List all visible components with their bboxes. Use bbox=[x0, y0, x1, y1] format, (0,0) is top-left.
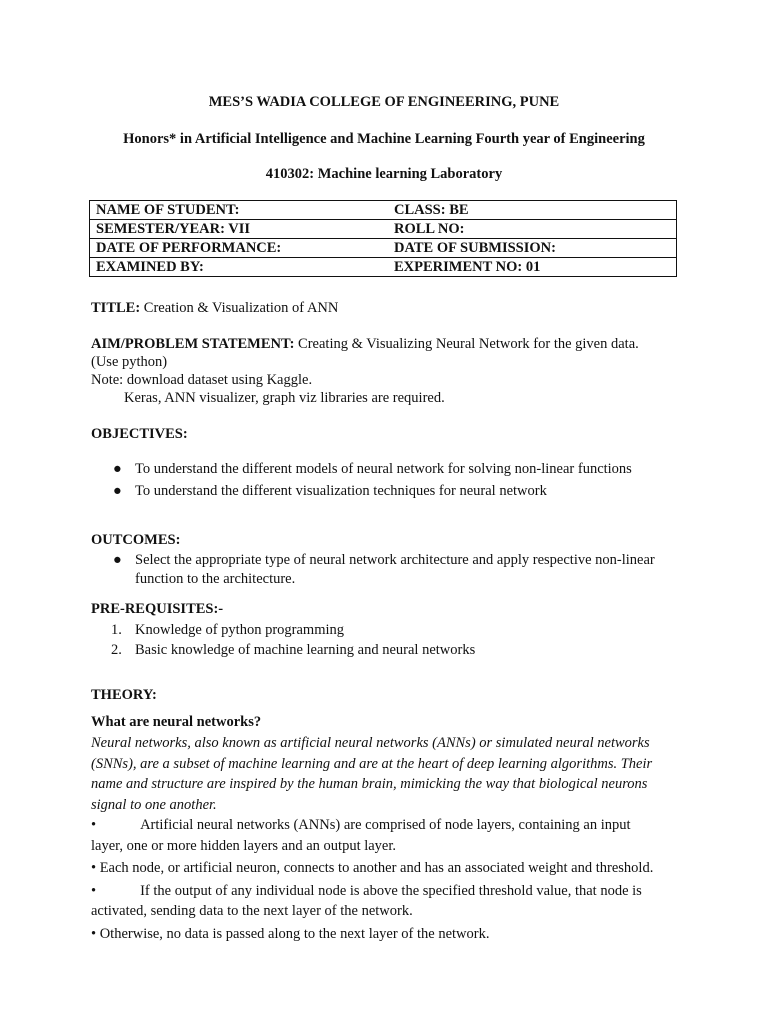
outcome-text: Select the appropriate type of neural network architecture and apply respective non-linear function to the architecture. bbox=[135, 552, 655, 587]
prerequisites-list bbox=[91, 621, 691, 661]
table-row bbox=[90, 220, 677, 239]
outcomes-heading: OUTCOMES: bbox=[91, 532, 181, 548]
title-label: TITLE: bbox=[91, 300, 141, 316]
point-text: Artificial neural networks (ANNs) are comprised of node layers, containing an input bbox=[140, 817, 631, 833]
theory-question: What are neural networks? bbox=[91, 714, 262, 730]
aim-note: Note: download dataset using Kaggle. bbox=[91, 372, 313, 388]
point-text: If the output of any individual node is above the specified threshold value, that node is bbox=[140, 882, 642, 899]
submission-date-cell: DATE OF SUBMISSION: bbox=[388, 239, 677, 258]
student-name-cell: NAME OF STUDENT: bbox=[90, 201, 389, 220]
objectives-heading: OBJECTIVES: bbox=[91, 426, 188, 442]
course-title: 410302: Machine learning Laboratory bbox=[265, 166, 503, 182]
list-item bbox=[91, 641, 691, 661]
title-text: Creation & Visualization of ANN bbox=[140, 300, 339, 316]
aim-text: Creating & Visualizing Neural Network for the given data. bbox=[294, 336, 639, 352]
experiment-no-cell: EXPERIMENT NO: 01 bbox=[388, 258, 677, 277]
list-item bbox=[91, 621, 691, 641]
theory-heading: THEORY: bbox=[91, 687, 157, 703]
aim-line-2: (Use python) bbox=[91, 354, 168, 370]
prerequisite-text: Knowledge of python programming bbox=[135, 622, 345, 638]
performance-date-cell: DATE OF PERFORMANCE: bbox=[90, 239, 389, 258]
bullet-icon: ● bbox=[113, 552, 122, 568]
list-item bbox=[91, 460, 691, 482]
prerequisite-text: Basic knowledge of machine learning and neural networks bbox=[135, 642, 476, 658]
bullet-icon: • bbox=[91, 860, 97, 876]
theory-point-continuation: activated, sending data to the next layer of the network. bbox=[91, 903, 413, 919]
semester-cell: SEMESTER/YEAR: VII bbox=[90, 220, 389, 239]
student-info-table bbox=[89, 200, 677, 277]
bullet-icon: • bbox=[91, 817, 97, 833]
list-number: 2. bbox=[111, 642, 122, 658]
objective-text: To understand the different models of neural network for solving non-linear functions bbox=[135, 461, 632, 477]
theory-point bbox=[91, 858, 681, 879]
bullet-icon: ● bbox=[113, 483, 122, 499]
table-row bbox=[90, 258, 677, 277]
point-text: Otherwise, no data is passed along to the next layer of the network. bbox=[96, 925, 490, 942]
title-section bbox=[91, 299, 691, 317]
theory-points bbox=[91, 815, 681, 944]
table-row bbox=[90, 239, 677, 258]
list-item bbox=[91, 482, 691, 504]
aim-section bbox=[91, 335, 691, 407]
list-number: 1. bbox=[111, 622, 122, 638]
college-name: MES’S WADIA COLLEGE OF ENGINEERING, PUNE bbox=[208, 94, 560, 110]
table-row bbox=[90, 201, 677, 220]
aim-libraries: Keras, ANN visualizer, graph viz libraries are required. bbox=[124, 390, 445, 406]
theory-intro-paragraph: Neural networks, also known as artificial neural networks (ANNs) or simulated neural networks (SNNs), are a subset of machine learning and are at the heart of deep learning algorithms. Their name and structure are inspired by the human brain, mimicking the way that biological neurons signal to one another. bbox=[91, 735, 653, 813]
point-text: Each node, or artificial neuron, connects to another and has an associated weight and threshold. bbox=[96, 860, 654, 876]
roll-no-cell: ROLL NO: bbox=[388, 220, 677, 239]
list-item bbox=[91, 551, 676, 589]
objectives-list bbox=[91, 460, 691, 504]
aim-label: AIM/PROBLEM STATEMENT: bbox=[91, 336, 295, 352]
prerequisites-heading: PRE-REQUISITES:- bbox=[91, 601, 224, 617]
bullet-icon: ● bbox=[113, 461, 122, 477]
bullet-icon: • bbox=[91, 882, 97, 899]
bullet-icon: • bbox=[91, 925, 97, 942]
theory-point-continuation: layer, one or more hidden layers and an output layer. bbox=[91, 837, 397, 854]
theory-point bbox=[91, 881, 681, 902]
theory-point bbox=[91, 924, 681, 945]
examined-by-cell: EXAMINED BY: bbox=[90, 258, 389, 277]
outcomes-list bbox=[91, 551, 676, 589]
program-title: Honors* in Artificial Intelligence and Machine Learning Fourth year of Engineering bbox=[123, 131, 645, 147]
objective-text: To understand the different visualization techniques for neural network bbox=[135, 483, 547, 499]
class-cell: CLASS: BE bbox=[388, 201, 677, 220]
theory-point bbox=[91, 815, 681, 836]
